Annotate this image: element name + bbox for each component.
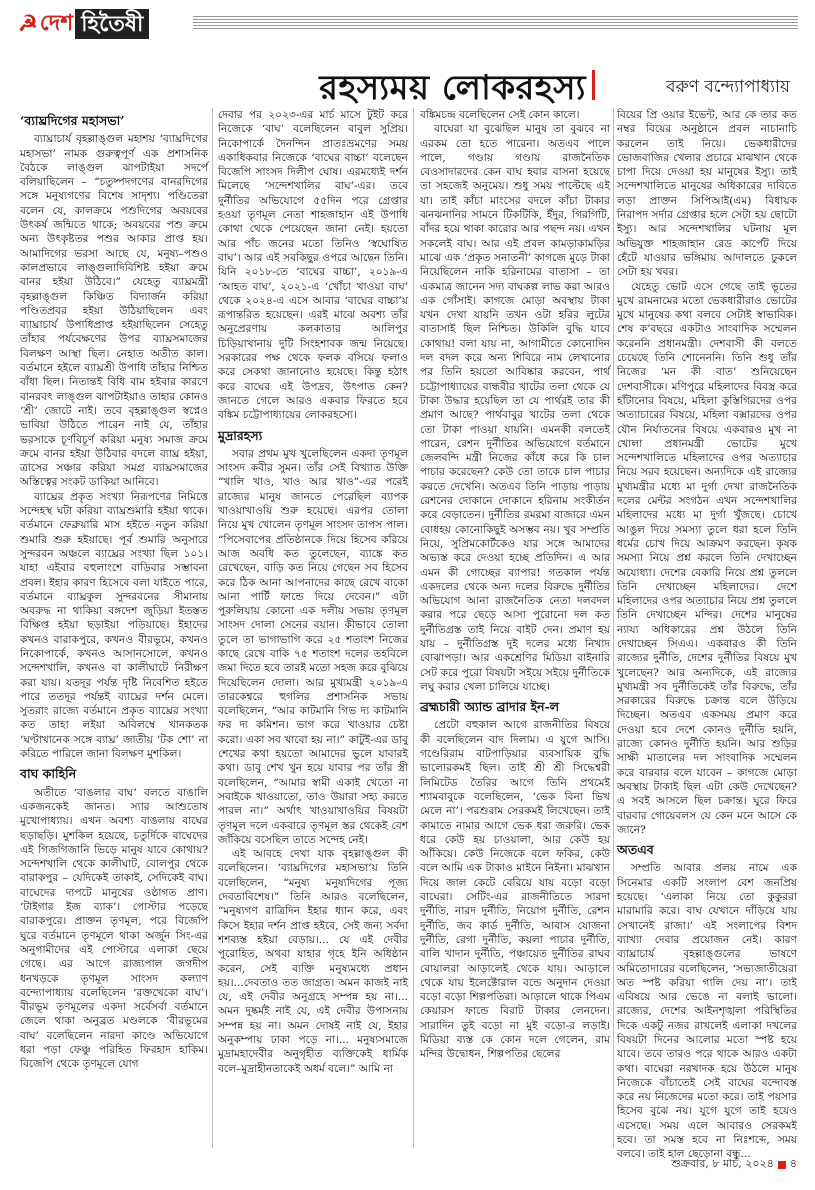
paragraph: সম্প্রতি আবার প্রলয় নামে এক সিনেমার একটি সংলাপ বেশ জনপ্রিয় হয়েছে। ‘এলাকা নিয়ে তো কুকুররা মারামারি করে। বাঘ যেখানে দাঁড়িয়ে যায় সেখানেই রাজা।’ এই সংলাপের বিশদ ব্যাখ্যা দেবার প্রয়োজন নেই। কারণ ব্যাঘ্রাচার্য বৃহল্লাঙ্গুলের ভাষণে অমিতোদারের বলেছিলেন, ‘সভ্যজাতীয়েরা অত স্পষ্ট করিয়া গালি দেয় না’। তাই এবিষয়ে আর ভেঙে না বলাই ভালো। রাজ্যের, দেশের আইনশৃঙ্খলা পরিস্থিতির দিকে একটু নজর রাখলেই এলাকা দখলের বিষয়টা দিনের আলোর মতো স্পষ্ট হয়ে যাবে। তবে তারও পরে থাকে আরও একটা কথা। বাঘেরা নরখাদক হয়ে উঠলে মানুষ নিজেকে বাঁচাতেই সেই বাঘের বন্দোবস্ত করে নয় নিজেদের মতো করে। তাই পয়সার হিসেব বুঝে নয়। যুগে যুগে তাই হয়েও এসেছে। সময় এলে আবারও সেরকমই হবে। তা সমস্ত হবে না নিঃশব্দে, সময় বলবে। তাই হাল ছেড়োনা বন্ধু... (617, 862, 797, 1161)
section-heading: ‘ব্যাঘ্রদিগের মহাসভা’ (20, 113, 125, 128)
paragraph: বিয়ের প্রি ওয়ার ইভেন্ট, আর কে তার কত নম্বর বিয়ের অনুষ্ঠানে প্রবল নাচানাচি করলেন তাই নিয়ে। ভেকধারীদের ভোজবাজির খেলার প্রচারে মাঝখান থেকে চাপা দিয়ে দেওয়া হয় মানুষের ইস্যু। তাই সন্দেশখালিতে মানুষের অধিকারের দাবিতে লড়া প্রাক্তন সিপিআই(এম) বিধায়ক নিরাপদ সর্দার গ্রেপ্তার হলে সেটা হয় ছোটো ইস্যু। আর সন্দেশখালির ঘটনায় মূল অভিযুক্ত শাহজাহান রেড কার্পেট দিয়ে হেঁটে যাওয়ার ভঙ্গিমায় আদালতে ঢুকলে সেটা হয় খবর। (617, 109, 797, 279)
column-2 (218, 108, 408, 1148)
column-3 (420, 108, 610, 1148)
column-divider (613, 108, 614, 1148)
column-1 (20, 108, 208, 1148)
paragraph: সবার প্রথম মুখ খুলেছিলেন একদা তৃণমূল সাংসদ কবীর সুমন। তাঁর সেই বিখ্যাত উক্তি “খালি খাও, খাও আর খাও”-এর পরেই রাজ্যের মানুষ জানতে পেরেছিল ব্যাপক খাওয়াখাওয়ি শুরু হয়েছে। এরপর তোলা নিয়ে মুখ খোলেন তৃণমূল সাংসদ তাপস পাল। “পিসেবাপের প্রতিষ্ঠানকে দিয়ে হিসেব করিয়ে আজ অবধি কত তুলেছেন, ব্যাঙ্কে কত রেখেছেন, বাড়ি কত নিয়ে গেছেন সব হিসেব করে ঠিক আনা আপনাদের কাছে রেখে বাকো আনা পার্টি ফান্ডে দিয়ে দেবেন।” এটা পুরুলিয়ায় কোনো এক দলীয় সভায় তৃণমূল সাংসদ দোলা সেনের বয়ান। কীভাবে তোলা তুলে তা ভাগাভাগি করে ২৫ শতাংশ নিজের কাছে রেখে বাকি ৭৫ শতাংশ দলের তহবিলে জমা দিতে হবে তারই মতো সহজ করে বুঝিয়ে দিয়েছিলেন দোলা। আর মুখ্যমন্ত্রী ২০১৯-এ তারকেশ্বরে হুগলির প্রশাসনিক সভায় বলেছিলেন, “আর কাটমানি গিভ দ্য কাটমানি ফর দ্য কমিশন। ভাগ করে খাওয়ার চেষ্টা করো। একা সব খাবো হয় না।” কাটুই-এর ডাবু শেখের কথা হয়তো আমাদের ভুলে যাবারই কথা। ডাবু শেখ খুন হয়ে যাবার পর তাঁর স্ত্রী বলেছিলেন, “আমার স্বামী একাই খেতো না সবাইকে খাওয়াতো, তাও উয়ারা সহ্য করতে পারল না।” অর্থাৎ খাওয়াখাওয়ির বিষয়টা তৃণমূল দলে একবারে তৃণমূল স্তর থেকেই বেশ জাঁকিয়ে বসেছিল তাতে সন্দেহ নেই। (218, 447, 408, 846)
section-heading: বাঘ কাহিনি (20, 766, 77, 782)
paragraph: যেহেতু ভোট এসে গেছে তাই ভূতের মুখে রামনামের মতো ভেকধারীরাও ভোটের মুখে মানুষের কথা বলবে সেটাই স্বাভাবিক। শেষ ক’বছরে একটাও সাংবাদিক সম্মেলন করেননি প্রধানমন্ত্রী। দেশবাসী কী বলতে চেয়েছে তিনি শোনেননি। তিনি শুধু তাঁর নিজের ‘মন কী বাত’ শুনিয়েছেন দেশবাসীকে। মণিপুরে মহিলাদের বিবস্ত্র করে হাঁটানোর বিষয়ে, মহিলা কুস্তিগিরদের ওপর অত্যাচারের বিষয়ে, মহিলা বক্সারদের ওপর যৌন নির্যাতনের বিষয়ে একবারও মুখ না খোলা প্রধানমন্ত্রী ভোটের মুখে সন্দেশখালিতে মহিলাদের ওপর অত্যাচার নিয়ে সরব হয়েছেন। অন্যদিকে এই রাজ্যের মুখ্যমন্ত্রীর মধ্যে মা দুর্গা দেখা রাজনৈতিক দলের মেন্টর সংগঠন এখন সন্দেশখালির মহিলাদের মধ্যে মা দুর্গা খুঁজছে। চোখে আঙুল দিয়ে সমস্যা তুলে ধরা হলে তিনি ধর্মের চোখ দিয়ে আক্রমণ করছেন। কৃষক সমস্যা নিয়ে প্রশ্ন করলে তিনি দেখাচ্ছেন অযোধ্যা। দেশের বেকারি নিয়ে প্রশ্ন তুললে তিনি দেখাচ্ছেন মহিলাদের। দেশে মহিলাদের ওপর অত্যাচার নিয়ে প্রশ্ন তুললে তিনি দেখাচ্ছেন মন্দির। দেশের মানুষের ন্যায্য অধিকারের প্রশ্ন উঠলে তিনি দেখাচ্ছেন সিএএ। একবারও কী তিনি রাজ্যের দুর্নীতি, দেশের দুর্নীতির বিষয়ে মুখ খুলেছেন? আর অন্যদিকে, এই রাজ্যের মুখ্যমন্ত্রী সব দুর্নীতিকেই তাঁর বিরুদ্ধে, তাঁর সরকারের বিরুদ্ধে চক্রান্ত বলে উড়িয়ে দিচ্ছেন। অতএব একসময় প্রমাণ করে দেওয়া হবে দেশে কোনও দুর্নীতি হয়নি, রাজ্যে কোনও দুর্নীতি হয়নি। আর শুড়ির সাক্ষী মাতালের দল সাংবাদিক সম্মেলন করে বারবার বলে যাবেন – কাগজে মোড়া অবস্থায় টাকাই ছিল এটা কেউ দেখেছেন? এ সবই আসলে ছিল চক্রান্ত। ঘুরে ফিরে বারবার গোয়েবলস যে কেন মনে আসে কে জানে? (617, 280, 797, 836)
paragraph: দেবার পর ২০২৩-এর মার্চ মাসে টুইট করে নিজেকে ‘বাঘ’ বলেছিলেন বাবুল সুপ্রিয়। নিকোপার্কে দৈনন্দিন প্রাতঃভ্রমণের সময় একাধিকবার নিজেকে ‘বাঘের বাচ্চা’ বলেছেন বিজেপি সাংসদ দিলীপ ঘোষ। এরমধ্যেই দর্শন মিলেছে ‘সন্দেশখালির বাঘ’-এর। তবে দুর্নীতির অভিযোগে ৫৫দিন পরে গ্রেপ্তার হওয়া তৃণমূল নেতা শাহজাহান এই উপাধি কোথা থেকে পেয়েছেন জানা নেই। হয়তো আর পাঁচ জনের মতো তিনিও ‘স্বঘোষিত বাঘ’। আর এই সবকিছুর ওপরে আছেন তিনি। যিনি ২০১৮-তে ‘বাঘের বাচ্চা’, ২০১৯-এ ‘আহত বাঘ’, ২০২১-এ ‘খোঁচা খাওয়া বাঘ’ থেকে ২০২৪-এ এসে আবার ‘বাঘের বাচ্চা’য় রূপান্তরিত হয়েছেন। এরই মাঝে অবশ্য তাঁর অনুপ্রেরণায় কলকাতার আলিপুর চিড়িয়াখানায় দুটি সিংহশাবক জন্ম নিয়েছে। সরকারের পক্ষ থেকে ফলক বসিয়ে ফলাও করে সেকথা জানানোও হয়েছে। কিন্তু হঠাৎ করে বাঘের এই উপদ্রব, উৎপাত কেন? জানতে গেলে আরও একবার ফিরতে হবে বঙ্কিম চট্টোপাধ্যায়ের লোকরহস্যে। (218, 109, 408, 422)
paragraph: এই আবহে দেখা যাক বৃহল্লাঙ্গুল কী বলেছিলেন। ‘ব্যাঘ্রদিগের মহাসভা’য় তিনি বলেছিলেন, “মনুষ্য মনুষ্যদিগের পূজ্য দেবতাবিশেষ।” তিনি আরও বলেছিলেন, “মনুষ্যগণ রাত্রিদিন ইহার ধ্যান করে, এবং কিসে ইহার দর্শন প্রাপ্ত হইবে, সেই জন্য সর্বদা শশব্যস্ত হইয়া বেড়ায়।... যে এই দেবীর পুরোহিত, অথবা যাহার গৃহে ইনি অধিষ্ঠান করেন, সেই ব্যক্তি মনুষ্যমধ্যে প্রধান হয়।...দেবতাও তত জাগ্রত। অমন কাজই নাই যে, এই দেবীর অনুগ্রহে সম্পন্ন হয় না।... অমন দুষ্কর্মই নাই যে, এই দেবীর উপাসনায় সম্পন্ন হয় না। অমন দোষই নাই যে, ইহার অনুকম্পায় ঢাকা পড়ে না।... মনুষ্যসমাজে মুদ্রামহাদেবীর অনুগৃহীত ব্যক্তিকেই ধার্মিক বলে–মুদ্রাহীনতাকেই অধর্ম বলে।” আমি না (218, 848, 408, 1075)
column-divider (212, 108, 213, 1148)
issue-date: শুক্রবার, ৮ মার্চ, ২০২৪ (671, 1157, 774, 1170)
newspaper-logo[interactable] (18, 8, 149, 40)
column-4 (617, 108, 797, 1161)
paragraph: অতীতে ‘বাঙলার বাঘ’ বলতে বাঙালি একজনকেই জানত। স্যার আশুতোষ মুখোপাধ্যায়। এখন অবশ্য বাঙলায় বাঘের ছড়াছড়ি। মুশকিল হয়েছে, চতুর্দিকে বাঘেদের এই গিজগিজানি ভিড়ে মানুষ যাবে কোথায়? সন্দেশখালি থেকে কালীঘাট, বোলপুর থেকে বারাকপুর – যেদিকেই তাকাই, সেদিকেই বাঘ। বাঘেদের দাপটে মানুষের ওষ্ঠাগত প্রাণ। ‘টাইগার ইজ ব্যাক’। পোস্টার পড়েছে বারাকপুরে। প্রাক্তন তৃণমূল, পরে বিজেপি ঘুরে বর্তমানে তৃণমূলে থাকা অর্জুন সিং-এর অনুগামীদের এই পোস্টারে এলাকা ছেয়ে গেছে। এর আগে রাজ্যপাল জগদীপ ধনখড়কে তৃণমূল সাংসদ কল্যাণ বন্দ্যোপাধ্যায় বলেছিলেন ‘রক্তখেকো বাঘ’। বীরভূম তৃণমূলের একদা সর্বেসর্বা বর্তমানে জেলে থাকা অনুব্রত মণ্ডলকে ‘বীরভূমের বাঘ’ বলেছিলেন নারদা কাণ্ডে অভিযোগে ধরা পড়া ফেঞ্চু পরিহিত ফিরহাদ হাকিম। বিজেপি থেকে তৃণমূলে যোগ (20, 786, 208, 1071)
section-heading: মুদ্রারহস্য (218, 427, 263, 443)
page-number: ৪ (789, 1157, 797, 1170)
column-divider (413, 108, 414, 1148)
article-header (20, 62, 800, 106)
masthead (18, 6, 798, 44)
red-square-icon (778, 1161, 786, 1169)
title-divider (592, 70, 595, 100)
logo-desh-text: দেশ (39, 9, 74, 36)
page-footer (671, 1155, 797, 1174)
masthead-rule-lines (193, 16, 798, 30)
paragraph: ব্যাঘ্রের প্রকৃত সংখ্যা নিরূপণের নিমিত্তে সন্দেহস্থ ঘটা করিয়া ব্যাঘ্রশুমারি হইয়া থাকে। বর্তমানে ফেব্রুয়ারি মাস হইতে নতুন করিয়া শুমারি শুরু হইয়াছে। পূর্ব শুমারি অনুসারে সুন্দরবন অঞ্চলে ব্যাঘ্রের সংখ্যা ছিল ১০১। যাহা এইবার বহুলাংশে বাড়িবার সম্ভাবনা প্রবল। ইহার কারণ হিসেবে বলা যাইতে পারে, বর্তমানে ব্যাঘ্রকুল সুন্দরবনের সীমানায় অবরুদ্ধ না থাকিয়া বঙ্গদেশ জুড়িয়া ইতস্তত বিক্ষিপ্ত হইয়া ছড়াইয়া পড়িয়াছে। ইহাদের কখনও বারাকপুরে, কখনও বীরভূমে, কখনও নিকোপার্কে, কখনও আসানসোলে, কখনও সন্দেশখালি, কখনও বা কালীঘাটে নিরীক্ষণ করা যায়। যতদূর পর্যন্ত দৃষ্টি নিবেশিত হইতে পারে ততদূর পর্যন্তই ব্যাঘ্রের দর্শন মেলে। সুতরাং রাজ্যে বর্তমানে প্রকৃত ব্যাঘ্রের সংখ্যা কত তাহা লইয়া অবিলম্বে খানকতক ‘ঘণ্টাখানেক সঙ্গে ব্যাঘ্র’ জাতীয় ‘টক শো’ না করিতে পারিলে জানা বিলক্ষণ মুশকিল। (20, 490, 208, 761)
logo-hitoishi-text: হিতৈষী (75, 9, 149, 39)
paragraph: বাঘেরা যা বুঝেছিল মানুষ তা বুঝবে না এরকম তো হতে পারেনা। অতএব পালে পালে, গণ্ডায় গণ্ডায় রাজনৈতিক বেওসাদারদের কেন বাঘ হবার বাসনা হয়েছে তা সহজেই অনুমেয়। শুধু সময় পাল্টেছে এই যা। তাই কাঁচা মাংসের বদলে কাঁচা টাকার ঝনঝনানির সামনে টিকটিকি, ইঁদুর, গিরগিটি, বাঁদর হয়ে থাকা কারোর আর পছন্দ নয়। এখন সকলেই বাঘ। আর এই প্রবল কামড়াকামড়ির মাঝে এক ‘প্রকৃত সনাতনী’ কাগজে মুড়ে টাকা নিয়েছিলেন নাকি হরিনামের বাতাসা – তা একমাত্র জানেন সদ্য বাঘকল্প লাভ করা আরও এক গোঁসাই। কাগজে মোড়া অবস্থায় টাকা যখন দেখা যায়নি তখন ওটা হরির লুটের বাতাসাই ছিল নিশ্চিত। উকিলি বুদ্ধি যাবে কোথায়! বলা যায় না, আগামীতে কোনোদিন দল বদল করে অন্য শিবিরে নাম লেখানোর পর তিনি হয়তো আবিষ্কার করবেন, পার্থ চট্টোপাধ্যায়ের বান্ধবীর খাটের তলা থেকে যে টাকা উদ্ধার হয়েছিল তা যে পার্থরই তার কী প্রমাণ আছে? পার্থবাবুর খাটের তলা থেকে তো টাকা পাওয়া যায়নি। এমনকী বলতেই পারেন, রেশন দুর্নীতির অভিযোগে বর্তমানে জেলবন্দি মন্ত্রী নিজের কাঁধে করে কি চাল পাচার করেছেন? কেউ তো তাকে চাল পাচার করতে দেখেনি। অতএব তিনি পাড়ায় পাড়ায় রেশনের দোকানে দোকানে হরিনাম সংকীর্তন করে বেড়াতেন। দুর্নীতির রমরমা বাজারে এমন বোধহয় কোনোকিছুই অসম্ভব নয়। খুব সম্প্রতি নিয়ে, সুপ্রিমকোর্টকেও যার সঙ্গে আমাদের অভ্যস্ত করে দেওয়া হচ্ছে প্রতিদিন। এ আর এমন কী গোচ্ছের ব্যাপার! গতকাল পর্যন্ত একদলের থেকে অন্য দলের বিরুদ্ধে দুর্নীতির অভিযোগ আনা রাজনৈতিক নেতা দলবদল করার পরে ছেড়ে আসা পুরোনো দল কত দুর্নীতিগ্রস্ত তাই নিয়ে বাইট দেন। প্রমাণ হয় যায় – দুর্নীতিগ্রস্ত দুই দলের মধ্যে নিখাদ বোঝাপড়া। আর একশ্রেণির মিডিয়া বাইনারি সেট করে পুরো বিষয়টা সইয়ে সইয়ে দুর্নীতিকে লঘু করার খেলা চালিয়ে যাচ্ছে। (420, 123, 610, 693)
article-author: বরুণ বন্দ্যোপাধ্যায় (666, 77, 790, 97)
paragraph: ব্যাঘ্রাচার্য বৃহল্লাঙ্গুল মহাশয় ‘ব্যাঘ্রদিগের মহাসভা’ নামক গুরুত্বপূর্ণ এক প্রশাসনিক বৈঠকে লাঙ্গুল ঝাপটাইয়া সদর্পে বলিয়াছিলেন – “চতুষ্পদগণের বানরদিগের সঙ্গে মনুষ্যগণের বিশেষ সাদৃশ্য। পণ্ডিতেরা বলেন যে, কালক্রমে পশুদিগের অবয়বের উৎকর্ষ জন্মিতে থাকে; অবয়বের পশু ক্রমে অন্য উৎকৃষ্টতর পশুর আকার প্রাপ্ত হয়। আমাদিগের ভরসা আছে যে, মনুষ্য–পশুও কালপ্রভাবে লাঙ্গুলাদিবিশিষ্ট হইয়া ক্রমে বানর হইয়া উঠিবে।” যেহেতু ব্যাঘ্রমন্ত্রী বৃহল্লাঙ্গুল কিঞ্চিত বিদ্যার্জন করিয়া পণ্ডিতপ্রবর হইয়া উঠিয়াছিলেন এবং ব্যাঘ্রাচার্য উপাধিপ্রাপ্ত হইয়াছিলেন সেহেতু তাঁহার পর্যবেক্ষণের উপর ব্যাঘ্রসমাজের বিলক্ষণ আস্থা ছিল। নেহাত অতীত কাল। বর্তমানে হইলে ব্যাঘ্রশ্রী উপাধি তাঁহার নিশ্চিত বাঁধা ছিল। নিতান্তই বিধি বাম হইবার কারণে বানরবৎ লাঙ্গুল ঝাপটাইয়াও তাহার কোনও ‘শ্রী’ জোটে নাই। তবে বৃহল্লাঙ্গুল স্বপ্নেও ভাবিয়া উঠিতে পারেন নাই যে, তাঁহার ভরসাকে চূর্ণবিচূর্ণ করিয়া মনুষ্য সমাজ ক্রমে ক্রমে বানর হইয়া উঠিবার বদলে ব্যাঘ্র হইয়া, ত্রাসের সঞ্চার করিয়া সমগ্র ব্যাঘ্রসমাজের অস্তিত্বের সংকট ডাকিয়া আনিবে। (20, 133, 208, 489)
paragraph: বঙ্কিমচন্দ্র বলেছিলেন সেই কোন কালে। (420, 109, 580, 121)
hammer-sickle-icon: ☭ (18, 11, 38, 37)
section-heading: অতএব (617, 842, 654, 858)
section-heading: ব্রহ্মচারী অ্যান্ড ব্রাদার ইন-ল (420, 699, 560, 715)
paragraph: প্রেটো বহুকাল আগে রাজনীতির বিষয়ে কী বলেছিলেন বাদ দিলাম। এ যুগে আসি। গণ্ডেরিরাম বাটপাড়িয়ার ব্যবসায়িক বুদ্ধি ভালোরকমই ছিল। তাই শ্রী শ্রী সিদ্ধেশ্বরী লিমিটেড তৈরির আগে তিনি প্রথমেই শ্যামবাবুকে বলেছিলেন, ‘ভেক বিনা ভিখ মেলে না’। পরশুরাম সেরকমই লিখেছেন। তাই কামাতে নামার আগে ভেক ধরা জরুরি। ভেক ধরে কেউ হয় চাওয়ালা, আর কেউ হয় আঁকিয়ে। কেউ নিজেকে বলে ফকির, কেউ বলে আমি এক টাকাও মাইনে নিইনা। মাঝখান দিয়ে জাল কেটে বেরিয়ে যায় বড়ো বড়ো বাঘেরা। সেটিং-এর রাজনীতিতে সারদা দুর্নীতি, নারদ দুর্নীতি, নিয়োগ দুর্নীতি, রেশন দুর্নীতি, জব কার্ড দুর্নীতি, আবাস যোজনা দুর্নীতি, রেগা দুর্নীতি, কয়লা পাচার দুর্নীতি, বালি খাদান দুর্নীতি, পঞ্চায়েত দুর্নীতির রাঘব বোয়ালরা আড়ালেই থেকে যায়। আড়ালে থেকে যায় ইলেক্টোরাল বন্ডে অনুদান দেওয়া বড়ো বড়ো শিল্পপতিরা। আড়ালে থাকে পিএম কেয়ারস ফান্ডে বিরাট টাকার লেনদেন। সারাদিন তুই বড়ো না মুই বড়ো-র লড়াই। মিডিয়া ব্যস্ত কে কোন দলে গেলেন, রাম মন্দির উদ্বোধন, শিল্পপতির ছেলের (420, 719, 610, 1061)
article-title: রহস্যময় লোকরহস্য (319, 68, 586, 108)
